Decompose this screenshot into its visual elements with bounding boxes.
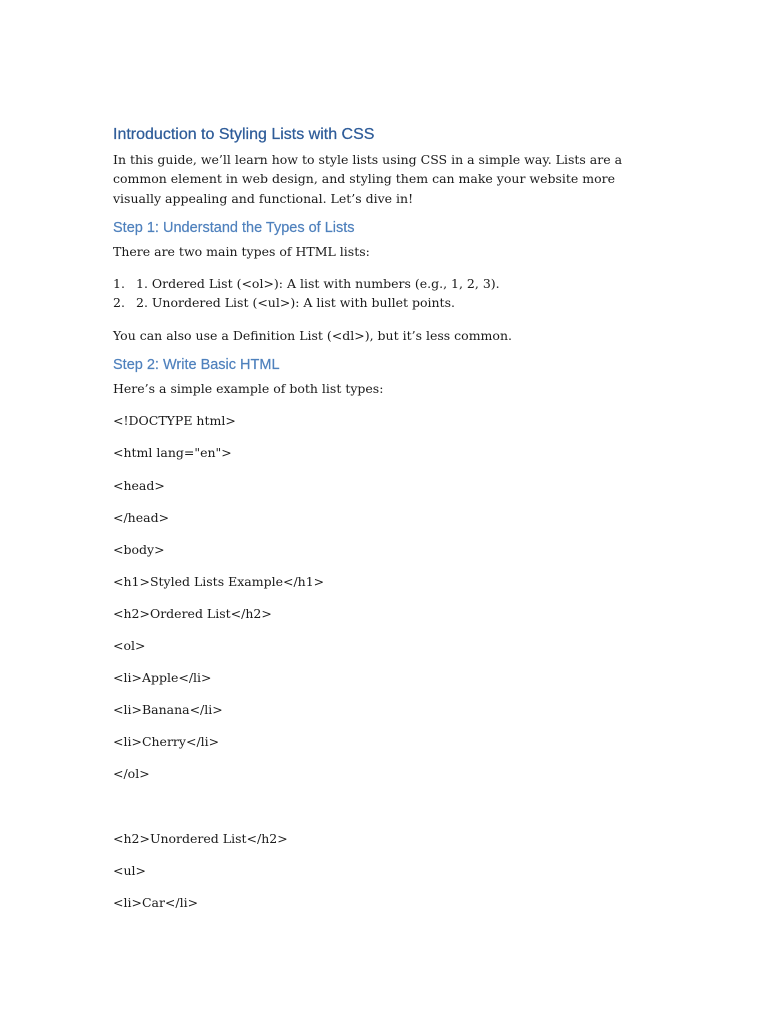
- code-line: <ul>: [113, 862, 146, 878]
- code-line: <ol>: [113, 638, 146, 654]
- code-line: <html lang="en">: [113, 445, 232, 461]
- code-line: <h2>Unordered List</h2>: [113, 830, 288, 846]
- code-line: <li>Banana</li>: [113, 702, 223, 718]
- code-line: <li>Car</li>: [113, 894, 199, 910]
- list-types: [113, 274, 643, 313]
- list-item: [113, 274, 643, 293]
- code-line: <!DOCTYPE html>: [113, 413, 236, 429]
- code-line: <li>Apple</li>: [113, 670, 212, 686]
- list-marker: 2.: [113, 295, 125, 311]
- code-line: <h1>Styled Lists Example</h1>: [113, 573, 325, 589]
- intro-paragraph: In this guide, we’ll learn how to style lists using CSS in a simple way. Lists are a common element in web design, and styling them can make your website more visually appealing and functional. Let’s dive in!: [113, 152, 623, 206]
- list-item: [113, 293, 643, 312]
- code-block-ordered: [113, 411, 643, 783]
- code-line: <h2>Ordered List</h2>: [113, 605, 272, 621]
- list-item-text: 2. Unordered List (<ul>): A list with bullet points.: [136, 295, 455, 311]
- code-line: </ol>: [113, 766, 150, 782]
- step2-heading: Step 2: Write Basic HTML: [113, 357, 280, 374]
- step2-lead: Here’s a simple example of both list types:: [113, 381, 384, 397]
- code-line: <body>: [113, 541, 165, 557]
- document-title: Introduction to Styling Lists with CSS: [113, 126, 375, 143]
- definition-list-note: You can also use a Definition List (<dl>), but it’s less common.: [113, 327, 512, 343]
- code-block-unordered: [113, 829, 643, 912]
- list-marker: 1.: [113, 276, 125, 292]
- step1-lead: There are two main types of HTML lists:: [113, 243, 370, 259]
- blank-line: [113, 797, 643, 829]
- step1-heading: Step 1: Understand the Types of Lists: [113, 219, 355, 236]
- code-line: </head>: [113, 509, 170, 525]
- document-page: [113, 124, 643, 925]
- code-line: <li>Cherry</li>: [113, 734, 220, 750]
- code-line: <head>: [113, 477, 165, 493]
- list-item-text: 1. Ordered List (<ol>): A list with numbers (e.g., 1, 2, 3).: [136, 276, 500, 292]
